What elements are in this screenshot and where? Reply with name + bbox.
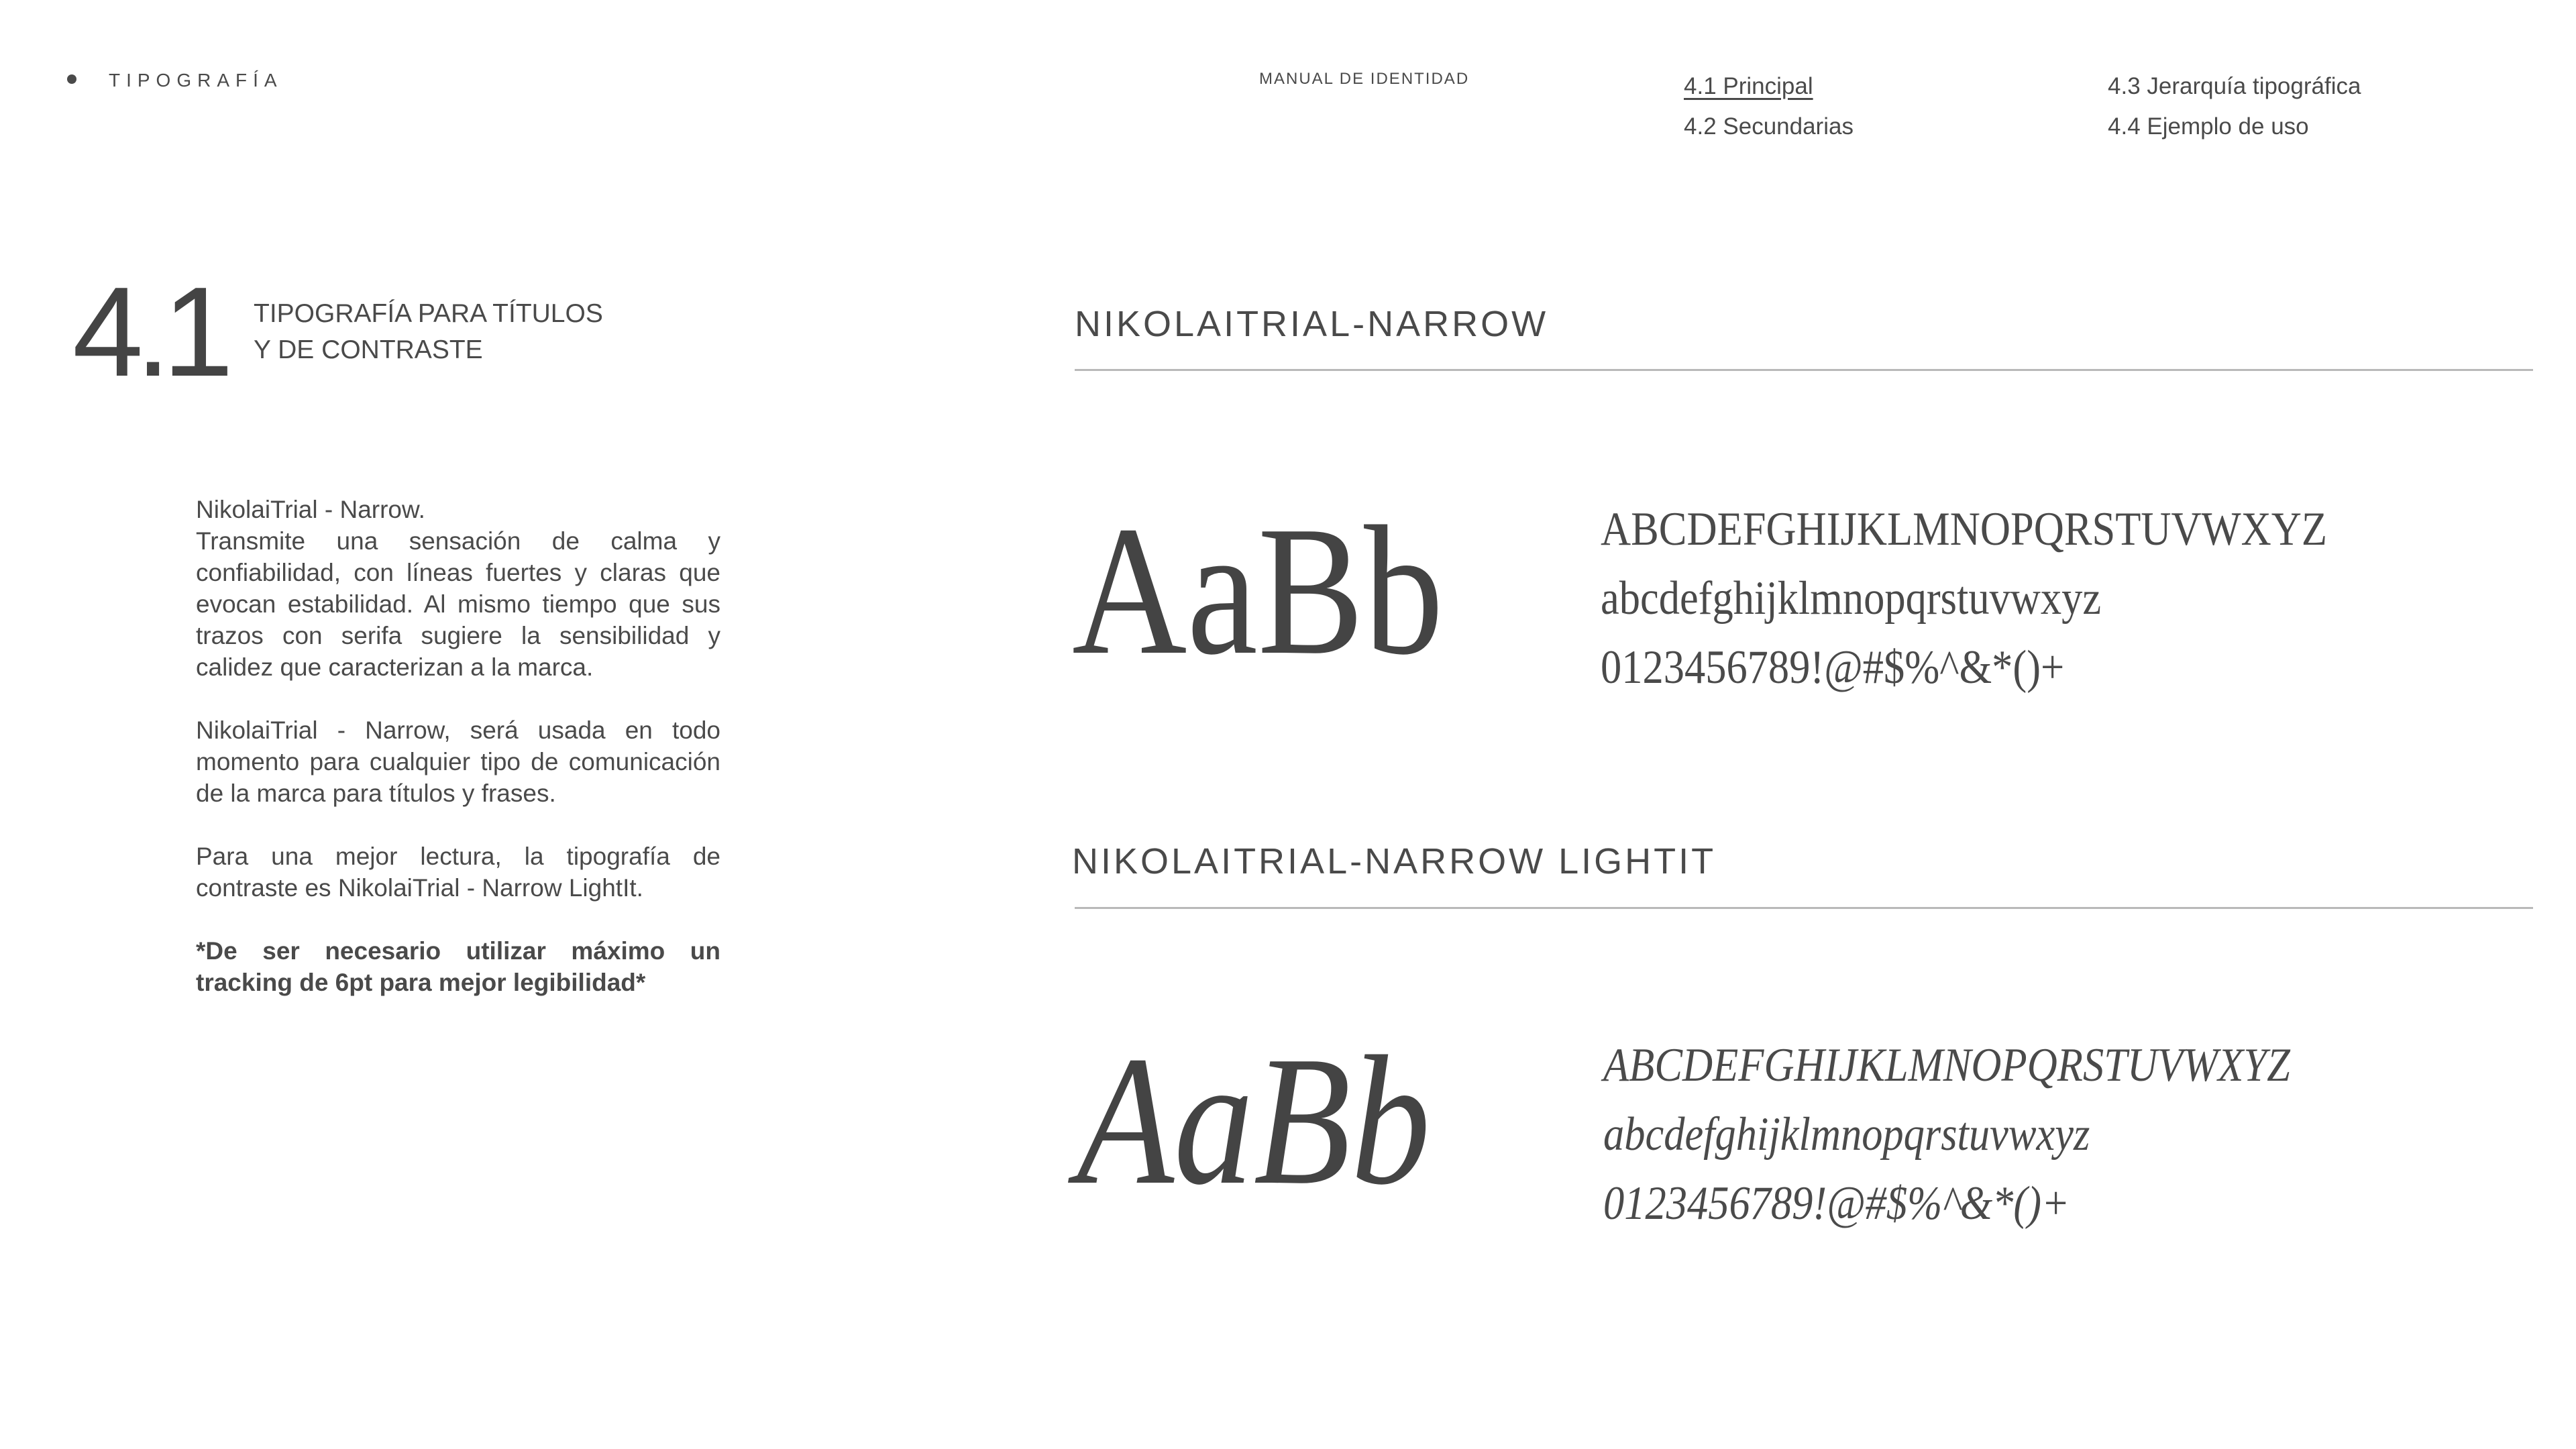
section-title-line-1: TIPOGRAFÍA PARA TÍTULOS (254, 299, 603, 328)
paragraph-1-description: Transmite una sensación de calma y confiabilidad, con líneas fuertes y claras que evocan estabilidad. Al mismo tiempo que sus trazos con serifa sugiere la sensibilidad y calidez que caracterizan a la marca. (196, 527, 720, 681)
specimen-regular: AaBb (1072, 488, 1444, 693)
charset-italic-uppercase: ABCDEFGHIJKLMNOPQRSTUVWXYZ (1603, 1039, 2290, 1091)
specimen-italic: AaBb (1077, 1018, 1431, 1223)
nav-link-jerarquia[interactable]: 4.3 Jerarquía tipográfica (2108, 73, 2361, 99)
nav-column-1 (1684, 68, 1854, 149)
nav-column-2 (2108, 68, 2361, 149)
charset-regular-lowercase: abcdefghijklmnopqrstuvwxyz (1601, 572, 2102, 625)
paragraph-1-font-name: NikolaiTrial - Narrow. (196, 496, 425, 523)
tracking-note: *De ser necesario utilizar máximo un tracking de 6pt para mejor legibilidad* (196, 937, 720, 996)
paragraph-2: NikolaiTrial - Narrow, será usada en todo momento para cualquier tipo de comunicación de la marca para títulos y frases. (196, 716, 720, 807)
body-text (196, 494, 720, 1030)
nav-link-secundarias[interactable]: 4.2 Secundarias (1684, 113, 1854, 140)
nav-link-principal[interactable]: 4.1 Principal (1684, 73, 1813, 99)
paragraph-3: Para una mejor lectura, la tipografía de contraste es NikolaiTrial - Narrow LightIt. (196, 843, 720, 902)
manual-label: MANUAL DE IDENTIDAD (1259, 70, 1470, 88)
divider-regular (1075, 369, 2533, 371)
charset-italic-numbers: 0123456789!@#$%^&*()+ (1603, 1177, 2070, 1230)
charset-italic-lowercase: abcdefghijklmnopqrstuvwxyz (1603, 1108, 2090, 1161)
charset-regular-numbers: 0123456789!@#$%^&*()+ (1601, 641, 2065, 694)
section-label: TIPOGRAFÍA (109, 70, 283, 91)
nav-link-ejemplo[interactable]: 4.4 Ejemplo de uso (2108, 113, 2309, 140)
paragraph-1 (196, 494, 720, 683)
typeface-heading-italic: NIKOLAITRIAL-NARROW LIGHTIT (1072, 841, 1717, 881)
divider-italic (1075, 907, 2533, 909)
charset-regular (1601, 495, 2327, 702)
section-title (254, 296, 603, 368)
typeface-heading-regular: NIKOLAITRIAL-NARROW (1075, 304, 1549, 344)
section-number: 4.1 (72, 261, 226, 403)
charset-regular-uppercase: ABCDEFGHIJKLMNOPQRSTUVWXYZ (1601, 503, 2328, 555)
bullet-icon (67, 74, 76, 84)
section-title-line-2: Y DE CONTRASTE (254, 335, 483, 364)
charset-italic (1603, 1031, 2290, 1238)
